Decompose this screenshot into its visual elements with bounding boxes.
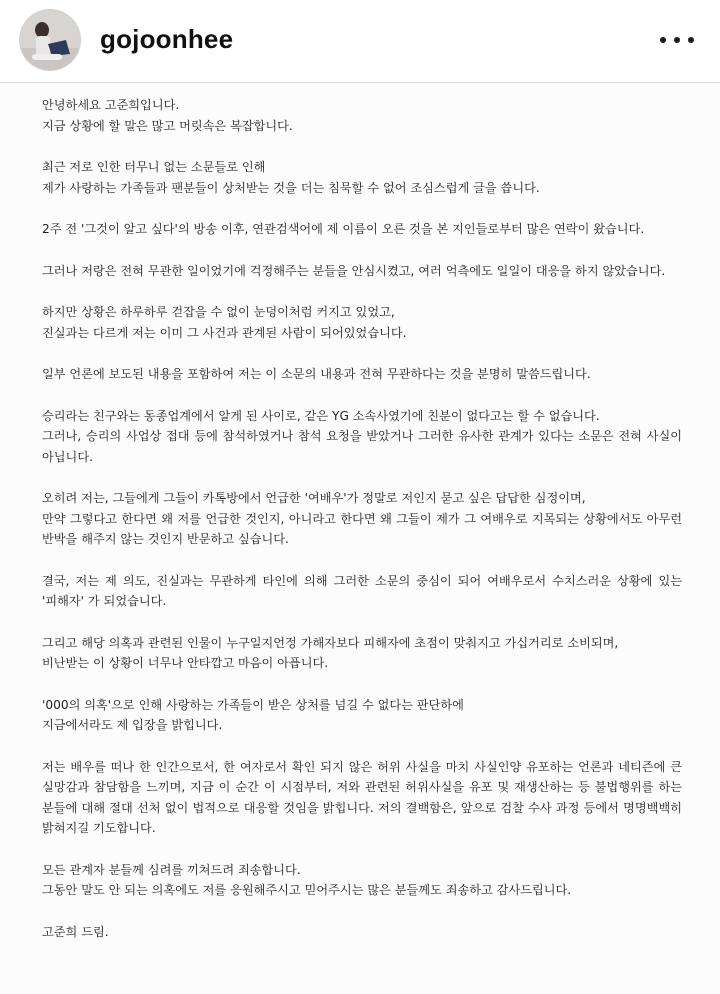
statement-paragraph: '000의 의혹'으로 인해 사랑하는 가족들이 받은 상처를 넘길 수 없다는 판단하에 지금에서라도 제 입장을 밝힙니다. [42, 697, 464, 732]
statement-paragraph: 안녕하세요 고준희입니다. 지금 상황에 할 말은 많고 머릿속은 복잡합니다. [42, 98, 293, 133]
more-dot [688, 37, 694, 43]
profile-avatar[interactable] [20, 10, 80, 70]
statement-paragraph: 승리라는 친구와는 동종업계에서 알게 된 사이로, 같은 YG 소속사였기에 친분이 없다고는 할 수 없습니다. 그러나, 승리의 사업상 접대 등에 참석하였거나 참석 요청을 받았거나 그러한 유사한 관계가 있다는 소문은 전혀 사실이 아닙니다. [42, 408, 683, 464]
statement-signature: 고준희 드림. [42, 924, 109, 939]
statement-paragraph: 하지만 상황은 하루하루 걷잡을 수 없이 눈덩이처럼 커지고 있었고, 진실과는 다르게 저는 이미 그 사건과 관계된 사람이 되어있었습니다. [42, 305, 407, 340]
statement-paragraph: 일부 언론에 보도된 내용을 포함하여 저는 이 소문의 내용과 전혀 무관하다는 것을 분명히 말씀드립니다. [42, 367, 591, 381]
post-header [0, 0, 720, 83]
statement-paragraph: 그러나 저랑은 전혀 무관한 일이었기에 걱정해주는 분들을 안심시켰고, 여러 억측에도 일일이 대응을 하지 않았습니다. [42, 263, 666, 278]
statement-paragraph: 저는 배우를 떠나 한 인간으로서, 한 여자로서 확인 되지 않은 허위 사실을 마치 사실인양 유포하는 언론과 네티즌에 큰 실망감과 참담함을 느끼며, 지금 이 순간 이 시점부터, 저와 관련된 허위사실을 유포 및 재생산하는 등 불법행위를 하는 분들에 대해 절대 선처 없이 법적으로 대응할 것임을 밝힙니다. 저의 결백함은, 앞으로 검찰 수사 과정 등에서 명명백백히 밝혀지길 기도합니다. [42, 759, 682, 835]
more-options-icon[interactable] [660, 30, 694, 50]
more-dot [674, 37, 680, 43]
statement-paragraph: 모든 관계자 분들께 심려를 끼쳐드려 죄송합니다. 그동안 말도 안 되는 의혹에도 저를 응원해주시고 믿어주시는 많은 분들께도 죄송하고 감사드립니다. [42, 862, 572, 897]
statement-paragraph: 2주 전 '그것이 알고 싶다'의 방송 이후, 연관검색어에 제 이름이 오른 것을 본 지인들로부터 많은 연락이 왔습니다. [42, 222, 645, 236]
statement-paragraph: 결국, 저는 제 의도, 진실과는 무관하게 타인에 의해 그러한 소문의 중심이 되어 여배우로서 수치스러운 상황에 있는 '피해자' 가 되었습니다. [42, 573, 682, 608]
more-dot [660, 37, 666, 43]
post-image [0, 83, 720, 994]
statement-document [42, 95, 682, 942]
statement-paragraph: 오히려 저는, 그들에게 그들이 카톡방에서 언급한 '여배우'가 정말로 저인지 묻고 싶은 답답한 심정이며, 만약 그렇다고 한다면 왜 저를 언급한 것인지, 아니라고 한다면 왜 그들이 제가 그 여배우로 지목되는 상황에서도 아무런 반박을 해주지 않는 것인지 반문하고 싶습니다. [42, 491, 682, 546]
username[interactable]: gojoonhee [100, 24, 234, 54]
statement-paragraph: 그리고 해당 의혹과 관련된 인물이 누구일지언정 가해자보다 피해자에 초점이 맞춰지고 가십거리로 소비되며, 비난받는 이 상황이 너무나 안타깝고 마음이 아픕니다. [42, 635, 619, 670]
avatar-photo-icon [20, 10, 80, 70]
statement-paragraph: 최근 저로 인한 터무니 없는 소문들로 인해 제가 사랑하는 가족들과 팬분들이 상처받는 것을 더는 침묵할 수 없어 조심스럽게 글을 씁니다. [42, 160, 540, 195]
